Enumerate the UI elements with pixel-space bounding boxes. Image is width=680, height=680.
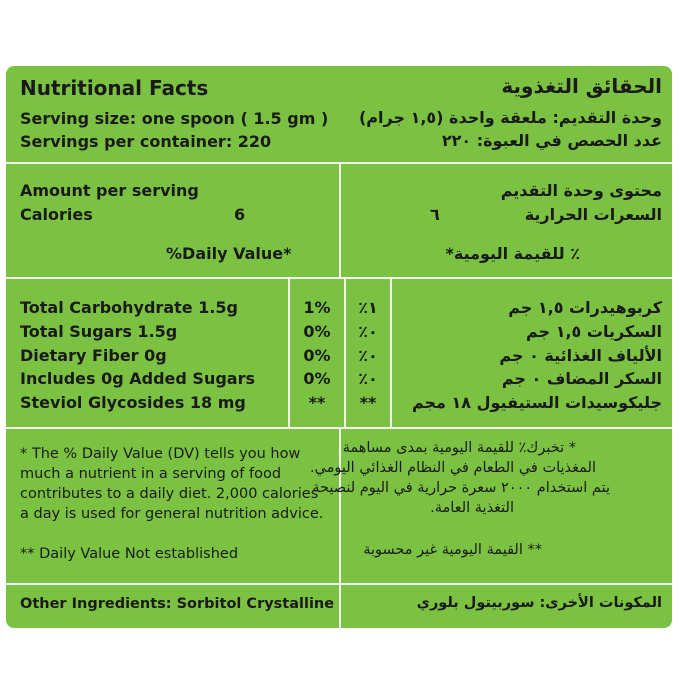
nutrient-dv-en: 0% [303, 322, 331, 341]
footnote-ar-line: يتم استخدام ٢٠٠٠ سعرة حرارية في اليوم لنصيحة [312, 480, 610, 496]
nutrient-dv-ar: ** [359, 393, 377, 412]
nutrient-name-en: Total Carbohydrate 1.5g [20, 298, 238, 317]
daily-value-header-en: %Daily Value* [166, 244, 292, 263]
nutrient-name-ar: جليكوسيدات الستيفيول ١٨ مجم [411, 393, 662, 412]
nutrient-name-ar: كربوهيدرات ١,٥ جم [508, 298, 662, 317]
daily-value-header-ar: ٪ للقيمة اليومية* [445, 244, 580, 263]
daily-value-not-established-ar: ** القيمة اليومية غير محسوبة [363, 542, 542, 558]
daily-value-not-established-en: ** Daily Value Not established [20, 546, 239, 562]
amount-per-serving-ar: محتوى وحدة التقديم [500, 181, 662, 200]
footnote-en-line: * The % Daily Value (DV) tells you how [20, 446, 301, 462]
nutrient-dv-en: 0% [303, 346, 331, 365]
nutrient-name-ar: السكريات ١,٥ جم [526, 322, 662, 341]
footnote-ar-line: * تخبرك٪ للقيمة اليومية بمدى مساهمة [342, 440, 576, 456]
nutrient-name-en: Includes 0g Added Sugars [20, 369, 255, 388]
nutrient-dv-ar: ٪١ [358, 298, 378, 317]
footnote-en-line: a day is used for general nutrition advice. [20, 506, 324, 522]
nutrient-dv-ar: ٪٠ [358, 369, 378, 388]
nutrient-name-en: Dietary Fiber 0g [20, 346, 167, 365]
footnote-ar-line: المغذيات في الطعام في النظام الغذائي اليومي. [309, 460, 596, 476]
other-ingredients-en: Other Ingredients: Sorbitol Crystalline [20, 596, 335, 612]
calories-label-ar: السعرات الحرارية [524, 205, 662, 224]
nutrient-dv-ar: ٪٠ [358, 322, 378, 341]
amount-per-serving-en: Amount per serving [20, 181, 199, 200]
calories-value-ar: ٦ [430, 205, 440, 224]
title-ar: الحقائق التغذوية [501, 74, 662, 98]
divider-amount [6, 277, 672, 279]
footnote-en-line: contributes to a daily diet. 2,000 calories [20, 486, 319, 502]
nutrient-name-ar: الألياف الغذائية ٠ جم [499, 346, 662, 365]
footnote-en-line: much a nutrient in a serving of food [20, 466, 282, 482]
nutrient-name-en: Total Sugars 1.5g [20, 322, 178, 341]
nutrient-dv-ar: ٪٠ [358, 346, 378, 365]
servings-en: Servings per container: 220 [20, 132, 272, 151]
nutrition-facts-label [6, 66, 672, 628]
footnote-ar-line: التغذية العامة. [430, 500, 514, 516]
other-ingredients-ar: المكونات الأخرى: سوربيتول بلوري [416, 595, 662, 611]
nutrient-dv-en: 1% [303, 298, 331, 317]
servings-ar: عدد الحصص في العبوة: ٢٢٠ [441, 131, 662, 150]
serving-size-en: Serving size: one spoon ( 1.5 gm ) [20, 109, 329, 128]
calories-label-en: Calories [20, 205, 93, 224]
divider-amount-center [339, 162, 341, 277]
nutrient-dv-en: 0% [303, 369, 331, 388]
divider-ingredients-center [339, 583, 341, 628]
serving-size-ar: وحدة التقديم: ملعقة واحدة (١,٥ جرام) [358, 108, 662, 127]
nutrient-name-en: Steviol Glycosides 18 mg [20, 393, 246, 412]
title-en: Nutritional Facts [20, 76, 209, 100]
nutrient-dv-en: ** [308, 393, 326, 412]
calories-value-en: 6 [234, 205, 246, 224]
divider-dv-ar-right [390, 277, 392, 427]
divider-footnote-center [339, 427, 341, 583]
nutrient-name-ar: السكر المضاف ٠ جم [501, 369, 662, 388]
